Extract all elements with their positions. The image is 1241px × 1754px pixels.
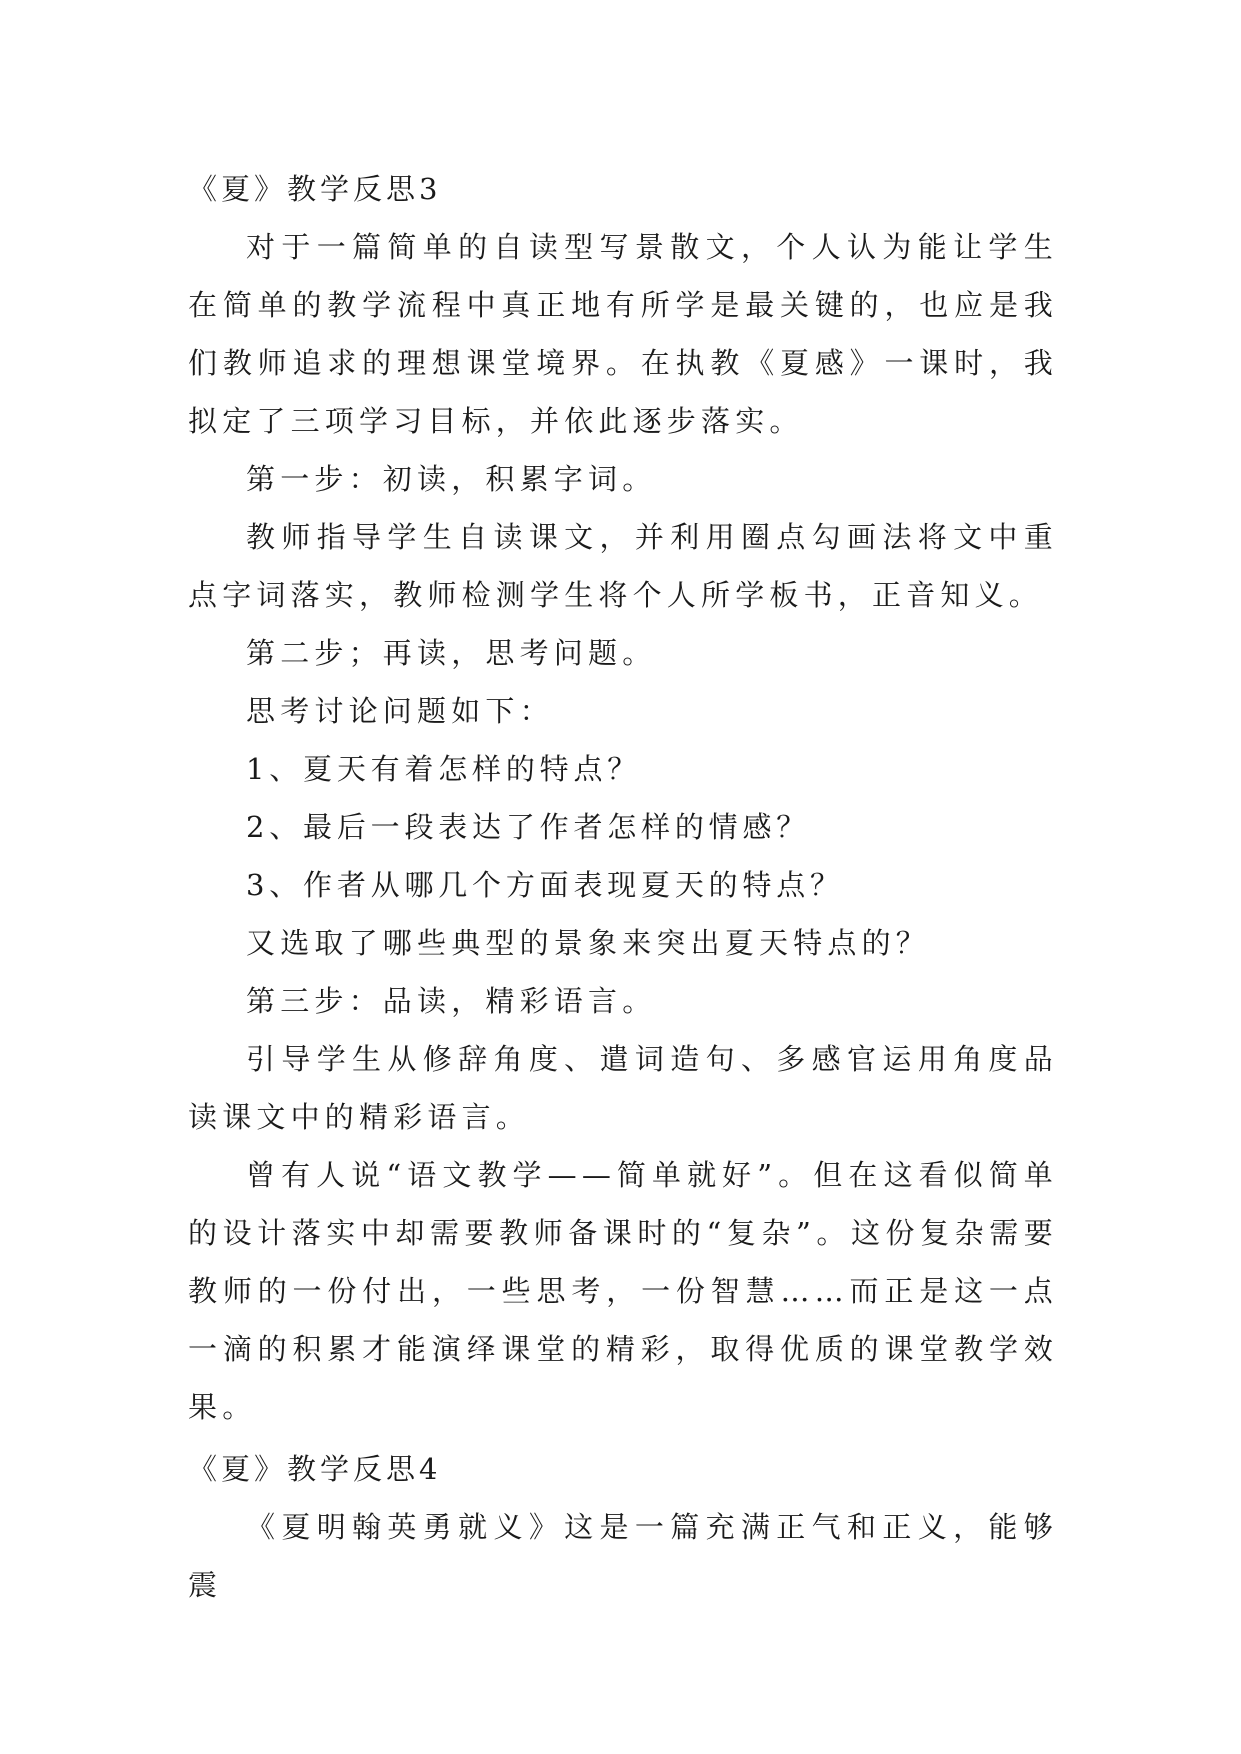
reflection-section-3 bbox=[188, 160, 1058, 1436]
step-one-paragraph: 教师指导学生自读课文，并利用圈点勾画法将文中重点字词落实，教师检测学生将个人所学板书，正音知义。 bbox=[188, 520, 1058, 612]
step-two-heading: 第二步；再读，思考问题。 bbox=[246, 636, 657, 670]
intro-paragraph: 对于一篇简单的自读型写景散文，个人认为能让学生在简单的教学流程中真正地有所学是最关键的，也应是我们教师追求的理想课堂境界。在执教《夏感》一课时，我拟定了三项学习目标，并依此逐步落实。 bbox=[188, 230, 1058, 438]
step-three-paragraph: 引导学生从修辞角度、遣词造句、多感官运用角度品读课文中的精彩语言。 bbox=[188, 1042, 1058, 1134]
reflection-section-4 bbox=[188, 1440, 1058, 1614]
question-followup: 又选取了哪些典型的景象来突出夏天特点的？ bbox=[246, 926, 931, 960]
step-three-heading: 第三步：品读，精彩语言。 bbox=[246, 984, 657, 1018]
question-item-2: 2、最后一段表达了作者怎样的情感？ bbox=[246, 810, 811, 844]
question-item-1: 1、夏天有着怎样的特点？ bbox=[246, 752, 642, 786]
conclusion-paragraph: 曾有人说“语文教学——简单就好”。但在这看似简单的设计落实中却需要教师备课时的“复杂”。这份复杂需要教师的一份付出，一些思考，一份智慧……而正是这一点一滴的积累才能演绎课堂的精彩，取得优质的课堂教学效果。 bbox=[188, 1158, 1058, 1424]
question-item-3: 3、作者从哪几个方面表现夏天的特点？ bbox=[246, 868, 844, 902]
questions-intro: 思考讨论问题如下： bbox=[246, 694, 554, 728]
section-title: 《夏》教学反思3 bbox=[188, 172, 442, 206]
section-title: 《夏》教学反思4 bbox=[188, 1452, 442, 1486]
step-one-heading: 第一步：初读，积累字词。 bbox=[246, 462, 657, 496]
intro-paragraph: 《夏明翰英勇就义》这是一篇充满正气和正义，能够震 bbox=[188, 1510, 1058, 1602]
